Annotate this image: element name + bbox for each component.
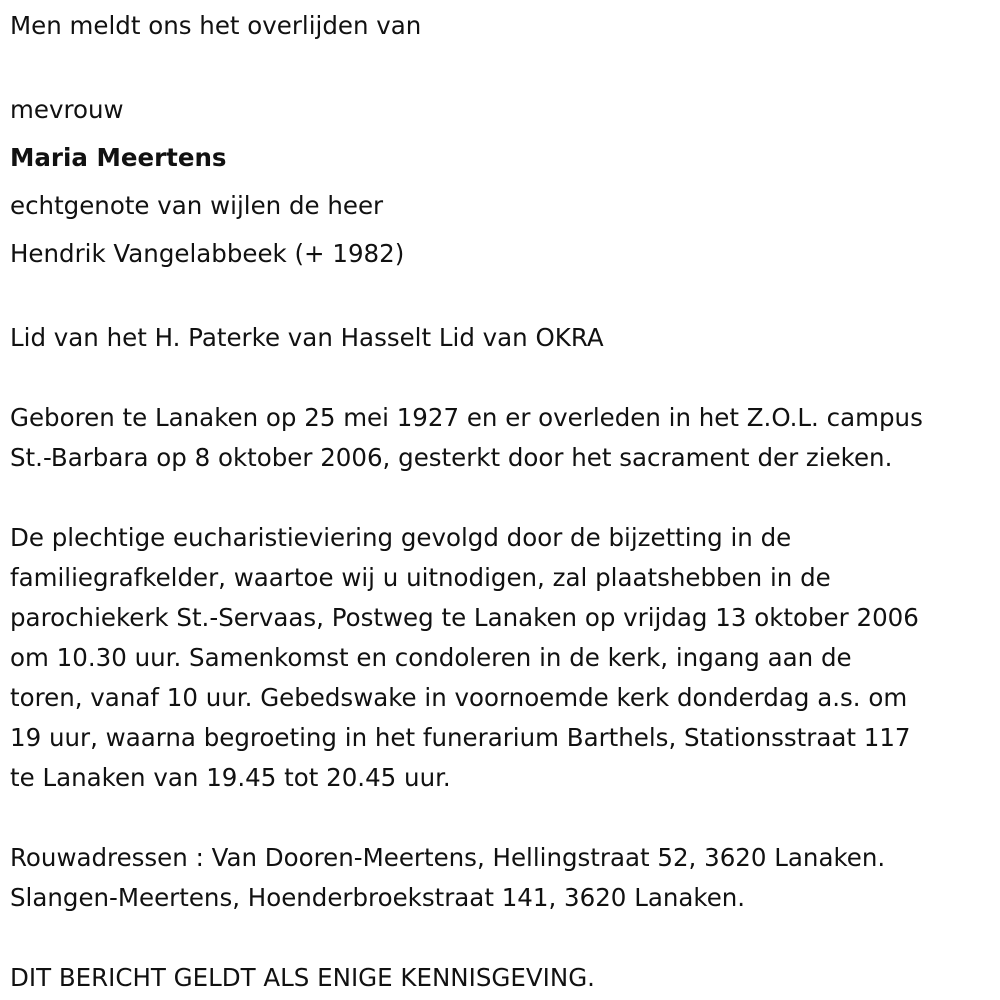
closing-notice: DIT BERICHT GELDT ALS ENIGE KENNISGEVING. xyxy=(10,963,595,992)
ceremony-line-3: parochiekerk St.-Servaas, Postweg te Lanaken op vrijdag 13 oktober 2006 xyxy=(10,603,919,632)
spouse-line-2: Hendrik Vangelabbeek (+ 1982) xyxy=(10,239,405,268)
address-line-2: Slangen-Meertens, Hoenderbroekstraat 141, 3620 Lanaken. xyxy=(10,883,746,912)
ceremony-line-5: toren, vanaf 10 uur. Gebedswake in voornoemde kerk donderdag a.s. om xyxy=(10,683,908,712)
birth-line-2: St.-Barbara op 8 oktober 2006, gesterkt door het sacrament der zieken. xyxy=(10,443,893,472)
ceremony-line-6: 19 uur, waarna begroeting in het funerarium Barthels, Stationsstraat 117 xyxy=(10,723,911,752)
membership-text: Lid van het H. Paterke van Hasselt Lid van OKRA xyxy=(10,323,604,352)
birth-paragraph xyxy=(10,398,995,478)
ceremony-line-1: De plechtige eucharistieviering gevolgd door de bijzetting in de xyxy=(10,523,792,552)
ceremony-line-4: om 10.30 uur. Samenkomst en condoleren in de kerk, ingang aan de xyxy=(10,643,852,672)
ceremony-line-7: te Lanaken van 19.45 tot 20.45 uur. xyxy=(10,763,451,792)
ceremony-line-2: familiegrafkelder, waartoe wij u uitnodigen, zal plaatshebben in de xyxy=(10,563,831,592)
title-text: mevrouw xyxy=(10,95,124,124)
spacer xyxy=(10,46,995,86)
spacer xyxy=(10,798,995,838)
spouse-line-1: echtgenote van wijlen de heer xyxy=(10,191,384,220)
birth-line-1: Geboren te Lanaken op 25 mei 1927 en er overleden in het Z.O.L. campus xyxy=(10,403,923,432)
spacer xyxy=(10,918,995,958)
spacer xyxy=(10,278,995,318)
spacer xyxy=(10,358,995,398)
spacer xyxy=(10,478,995,518)
intro-text: Men meldt ons het overlijden van xyxy=(10,11,422,40)
obituary-document xyxy=(10,6,995,998)
ceremony-paragraph xyxy=(10,518,995,798)
deceased-name: Maria Meertens xyxy=(10,143,227,172)
address-line-1: Rouwadressen : Van Dooren-Meertens, Hellingstraat 52, 3620 Lanaken. xyxy=(10,843,886,872)
addresses-paragraph xyxy=(10,838,995,918)
